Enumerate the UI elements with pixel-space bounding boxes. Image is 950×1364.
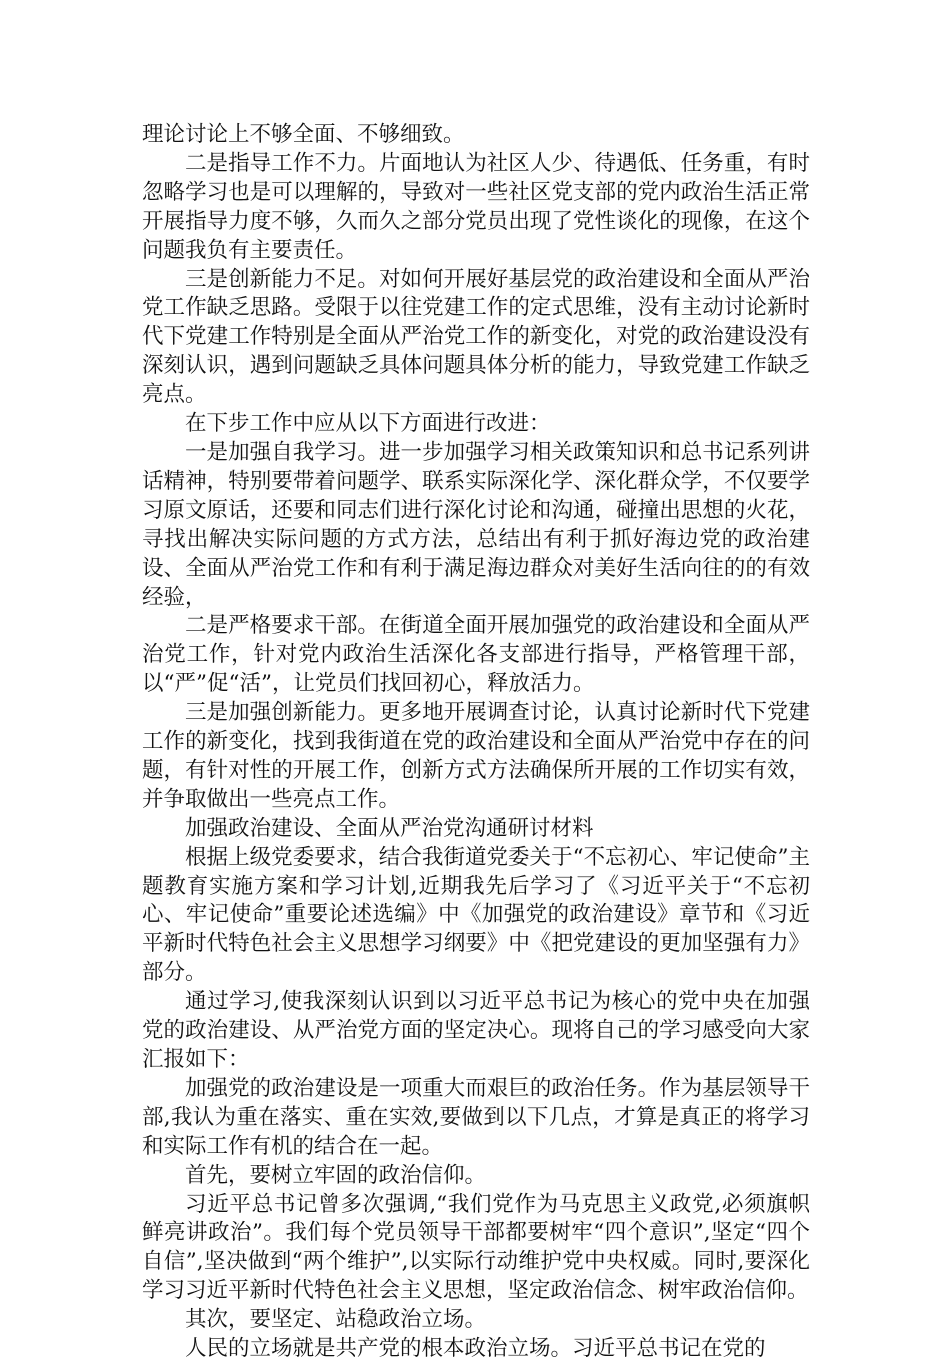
paragraph-political-task: 加强党的政治建设是一项重大而艰巨的政治任务。作为基层领导干部,我认为重在落实、重在实效,要做到以下几点，才算是真正的将学习和实际工作有机的结合在一起。 <box>142 1075 810 1159</box>
document-page <box>142 121 810 1364</box>
paragraph-innovation-lacking: 三是创新能力不足。对如何开展好基层党的政治建设和全面从严治党工作缺乏思路。受限于以往党建工作的定式思维，没有主动讨论新时代下党建工作特别是全面从严治党工作的新变化，对党的政治建设没有深刻认识，遇到问题缺乏具体问题具体分析的能力，导致党建工作缺乏亮点。 <box>142 266 810 408</box>
paragraph-xi-emphasis: 习近平总书记曾多次强调,“我们党作为马克思主义政党,必须旗帜鲜亮讲政治”。我们每个党员领导干部都要树牢“四个意识”,坚定“四个自信”,坚决做到“两个维护”,以实际行动维护党中央权威。同时,要深化学习习近平新时代特色社会主义思想，坚定政治信念、树牢政治信仰。 <box>142 1191 810 1304</box>
paragraph-continuation: 理论讨论上不够全面、不够细致。 <box>142 122 465 147</box>
paragraph-first-point: 首先，要树立牢固的政治信仰。 <box>185 1162 487 1188</box>
paragraph-innovation-strengthen: 三是加强创新能力。更多地开展调查讨论，认真讨论新时代下党建工作的新变化，找到我街道在党的政治建设和全面从严治党中存在的问题，有针对性的开展工作，创新方式方法确保所开展的工作切实有效，并争取做出一些亮点工作。 <box>142 700 810 812</box>
section-title: 加强政治建设、全面从严治党沟通研讨材料 <box>185 815 594 841</box>
paragraph-through-study: 通过学习,使我深刻认识到以习近平总书记为核心的党中央在加强党的政治建设、从严治党方面的坚定决心。现将自己的学习感受向大家汇报如下： <box>142 989 810 1072</box>
paragraph-background: 根据上级党委要求，结合我街道党委关于“不忘初心、牢记使命”主题教育实施方案和学习计划,近期我先后学习了《习近平关于“不忘初心、牢记使命”重要论述选编》中《加强党的政治建设》章节和《习近平新时代特色社会主义思想学习纲要》中《把党建设的更加坚强有力》部分。 <box>142 844 810 986</box>
paragraph-improvement-intro: 在下步工作中应从以下方面进行改进： <box>185 411 551 437</box>
paragraph-guidance-weak: 二是指导工作不力。片面地认为社区人少、待遇低、任务重，有时忽略学习也是可以理解的，导致对一些社区党支部的党内政治生活正常开展指导力度不够，久而久之部分党员出现了党性谈化的现像，在这个问题我负有主要责任。 <box>142 150 810 263</box>
paragraph-self-study: 一是加强自我学习。进一步加强学习相关政策知识和总书记系列讲话精神，特别要带着问题学、联系实际深化学、深化群众学，不仅要学习原文原话，还要和同志们进行深化讨论和沟通，碰撞出思想的火花，寻找出解决实际问题的方式方法，总结出有利于抓好海边党的政治建设、全面从严治党工作和有利于满足海边群众对美好生活向往的的有效经验， <box>142 439 810 610</box>
paragraph-strict-cadres: 二是严格要求干部。在街道全面开展加强党的政治建设和全面从严治党工作，针对党内政治生活深化各支部进行指导，严格管理干部，以“严”促“活”，让党员们找回初心，释放活力。 <box>142 613 810 697</box>
paragraph-second-point: 其次，要坚定、站稳政治立场。 <box>185 1307 487 1333</box>
paragraph-people-stance: 人民的立场就是共产党的根本政治立场。习近平总书记在党的 <box>185 1336 766 1362</box>
